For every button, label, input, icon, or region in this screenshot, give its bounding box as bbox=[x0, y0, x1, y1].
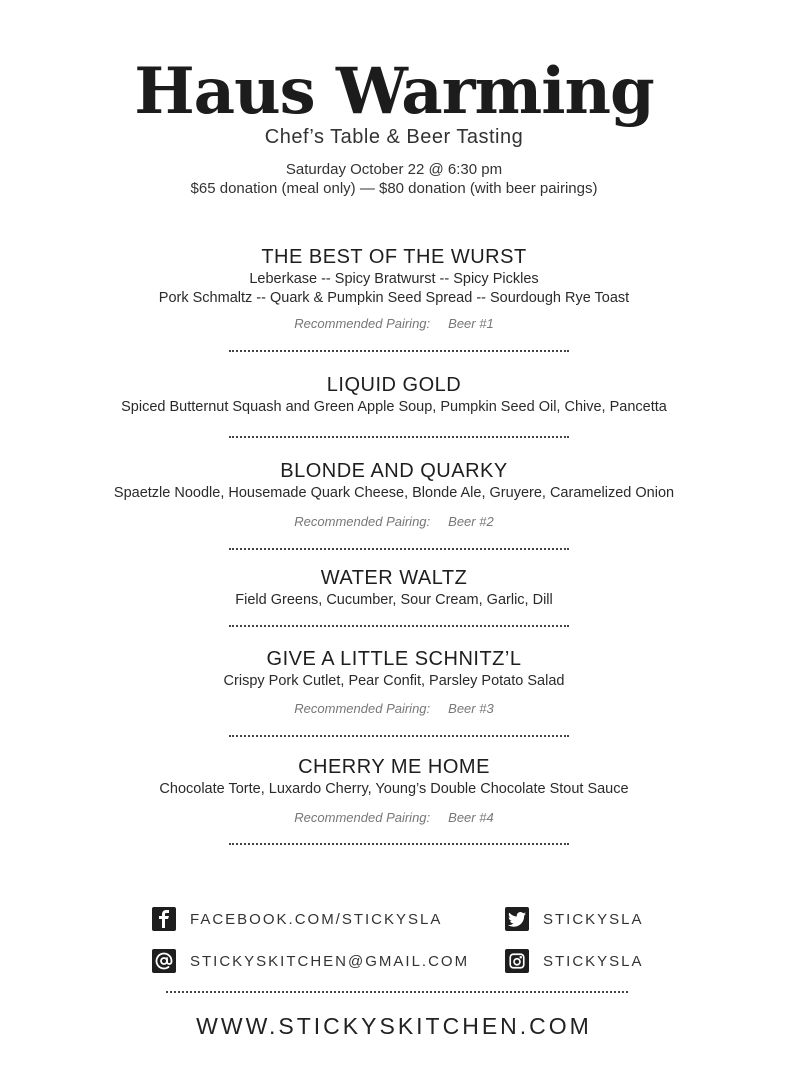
event-title: Haus Warming bbox=[134, 54, 654, 129]
event-subtitle: Chef’s Table & Beer Tasting bbox=[264, 126, 524, 148]
facebook-text: FACEBOOK.COM/STICKYSLA bbox=[190, 910, 443, 928]
course-title: THE BEST OF THE WURST bbox=[261, 246, 527, 268]
dotted-divider bbox=[229, 625, 569, 627]
dotted-divider bbox=[229, 436, 569, 438]
recommended-pairing bbox=[0, 701, 788, 717]
recommended-pairing bbox=[0, 810, 788, 826]
facebook-link[interactable] bbox=[152, 906, 442, 932]
course-description: Crispy Pork Cutlet, Pear Confit, Parsley Potato Salad bbox=[223, 673, 565, 689]
course-title: BLONDE AND QUARKY bbox=[280, 460, 508, 482]
twitter-link[interactable] bbox=[505, 906, 644, 932]
instagram-icon bbox=[505, 949, 529, 973]
pairing-label: Recommended Pairing: bbox=[294, 514, 431, 529]
pairing-beer: Beer #1 bbox=[448, 316, 494, 331]
dotted-divider bbox=[229, 843, 569, 845]
instagram-text: STICKYSLA bbox=[543, 952, 644, 970]
twitter-text: STICKYSLA bbox=[543, 910, 644, 928]
facebook-icon bbox=[152, 907, 176, 931]
recommended-pairing bbox=[0, 514, 788, 530]
recommended-pairing bbox=[0, 316, 788, 332]
course-description: Spiced Butternut Squash and Green Apple Soup, Pumpkin Seed Oil, Chive, Pancetta bbox=[121, 399, 667, 415]
pairing-label: Recommended Pairing: bbox=[294, 701, 431, 716]
course-description: Chocolate Torte, Luxardo Cherry, Young’s Double Chocolate Stout Sauce bbox=[159, 781, 629, 797]
event-price: $65 donation (meal only) — $80 donation (with beer pairings) bbox=[190, 180, 598, 197]
instagram-link[interactable] bbox=[505, 948, 644, 974]
course-title: CHERRY ME HOME bbox=[298, 756, 490, 778]
website-link[interactable]: WWW.STICKYSKITCHEN.COM bbox=[196, 1013, 592, 1039]
course-description: Field Greens, Cucumber, Sour Cream, Garlic, Dill bbox=[235, 592, 553, 608]
pairing-beer: Beer #2 bbox=[448, 514, 494, 529]
course-description: Leberkase -- Spicy Bratwurst -- Spicy Pickles bbox=[249, 271, 539, 287]
dotted-divider bbox=[166, 991, 628, 993]
dotted-divider bbox=[229, 548, 569, 550]
course-title: GIVE A LITTLE SCHNITZ’L bbox=[266, 648, 522, 670]
pairing-beer: Beer #4 bbox=[448, 810, 494, 825]
email-link[interactable] bbox=[152, 948, 469, 974]
pairing-label: Recommended Pairing: bbox=[294, 810, 431, 825]
email-text: STICKYSKITCHEN@GMAIL.COM bbox=[190, 952, 470, 970]
event-date: Saturday October 22 @ 6:30 pm bbox=[285, 161, 503, 178]
twitter-icon bbox=[505, 907, 529, 931]
dotted-divider bbox=[229, 735, 569, 737]
at-sign-icon bbox=[152, 949, 176, 973]
pairing-label: Recommended Pairing: bbox=[294, 316, 431, 331]
course-title: LIQUID GOLD bbox=[326, 374, 462, 396]
course-title: WATER WALTZ bbox=[320, 567, 468, 589]
dotted-divider bbox=[229, 350, 569, 352]
course-description: Pork Schmaltz -- Quark & Pumpkin Seed Spread -- Sourdough Rye Toast bbox=[158, 290, 630, 306]
pairing-beer: Beer #3 bbox=[448, 701, 494, 716]
course-description: Spaetzle Noodle, Housemade Quark Cheese, Blonde Ale, Gruyere, Caramelized Onion bbox=[113, 485, 675, 501]
